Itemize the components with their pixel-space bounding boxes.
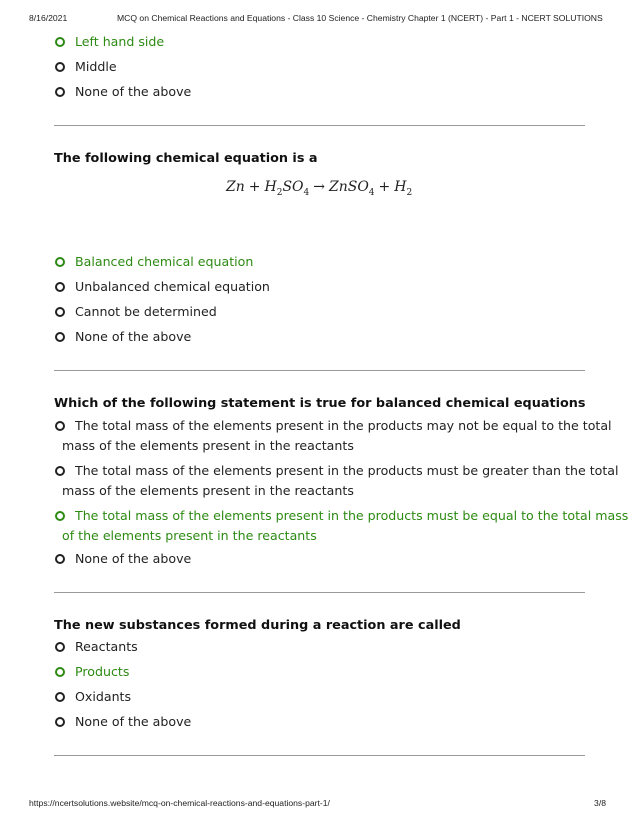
option-label-line2: mass of the elements present in the reactants [62, 483, 354, 498]
question-title: The following chemical equation is a [54, 151, 318, 166]
option-must-be-equal[interactable] [55, 506, 629, 546]
option-label: Middle [75, 59, 117, 74]
question-title: Which of the following statement is true for balanced chemical equations [54, 396, 586, 411]
option-label: Products [75, 664, 130, 679]
radio-icon [55, 466, 65, 476]
radio-icon [55, 511, 65, 521]
divider [54, 370, 585, 371]
option-none-of-the-above[interactable] [55, 82, 595, 102]
radio-icon [55, 307, 65, 317]
radio-icon [55, 717, 65, 727]
radio-icon [55, 282, 65, 292]
option-cannot-be-determined[interactable] [55, 302, 595, 322]
equation-subscript: 2 [276, 187, 283, 198]
option-label: Reactants [75, 639, 138, 654]
equation-subscript: 4 [368, 187, 375, 198]
print-footer [0, 798, 638, 812]
option-label: None of the above [75, 551, 192, 566]
option-left-hand-side[interactable] [55, 32, 595, 52]
equation-zn: Zn [226, 179, 245, 195]
chemical-equation [226, 179, 412, 198]
equation-h: H [264, 179, 277, 195]
print-header [0, 13, 638, 27]
radio-icon [55, 421, 65, 431]
option-products[interactable] [55, 662, 595, 682]
option-label: Cannot be determined [75, 304, 217, 319]
print-url: https://ncertsolutions.website/mcq-on-chemical-reactions-and-equations-part-1/ [29, 798, 330, 808]
option-middle[interactable] [55, 57, 595, 77]
option-unbalanced[interactable] [55, 277, 595, 297]
option-label-line1: The total mass of the elements present in the products must be greater than the total [75, 463, 619, 478]
option-label: None of the above [75, 84, 192, 99]
option-label: Unbalanced chemical equation [75, 279, 270, 294]
equation-h2: H [394, 179, 407, 195]
radio-icon [55, 62, 65, 72]
radio-icon [55, 257, 65, 267]
radio-icon [55, 87, 65, 97]
equation-plus: + [248, 179, 261, 195]
radio-icon [55, 667, 65, 677]
divider [54, 592, 585, 593]
radio-icon [55, 642, 65, 652]
option-may-not-be-equal[interactable] [55, 416, 612, 456]
option-balanced[interactable] [55, 252, 595, 272]
option-label-line1: The total mass of the elements present in the products may not be equal to the total [75, 418, 612, 433]
option-label: None of the above [75, 714, 192, 729]
option-label: Oxidants [75, 689, 132, 704]
radio-icon [55, 554, 65, 564]
option-must-be-greater[interactable] [55, 461, 619, 501]
question-title: The new substances formed during a reaction are called [54, 618, 461, 633]
option-label-line1: The total mass of the elements present in the products must be equal to the total mass [75, 508, 629, 523]
equation-subscript: 4 [303, 187, 310, 198]
equation-plus: + [378, 179, 391, 195]
divider [54, 755, 585, 756]
print-page-title: MCQ on Chemical Reactions and Equations - Class 10 Science - Chemistry Chapter 1 (NCERT) - Part 1 - NCERT SOLUTIONS [117, 13, 603, 23]
divider [54, 125, 585, 126]
radio-icon [55, 37, 65, 47]
option-label: None of the above [75, 329, 192, 344]
option-none-of-the-above[interactable] [55, 712, 595, 732]
option-label-line2: of the elements present in the reactants [62, 528, 317, 543]
option-label: Left hand side [75, 34, 165, 49]
option-none-of-the-above[interactable] [55, 549, 595, 569]
equation-znso: ZnSO [328, 179, 369, 195]
option-none-of-the-above[interactable] [55, 327, 595, 347]
option-reactants[interactable] [55, 637, 595, 657]
page-number: 3/8 [594, 798, 606, 808]
print-date: 8/16/2021 [29, 13, 68, 23]
option-oxidants[interactable] [55, 687, 595, 707]
option-label-line2: mass of the elements present in the reactants [62, 438, 354, 453]
equation-arrow: → [313, 179, 325, 195]
equation-so: SO [282, 179, 304, 195]
radio-icon [55, 692, 65, 702]
radio-icon [55, 332, 65, 342]
option-label: Balanced chemical equation [75, 254, 254, 269]
equation-subscript: 2 [406, 187, 413, 198]
